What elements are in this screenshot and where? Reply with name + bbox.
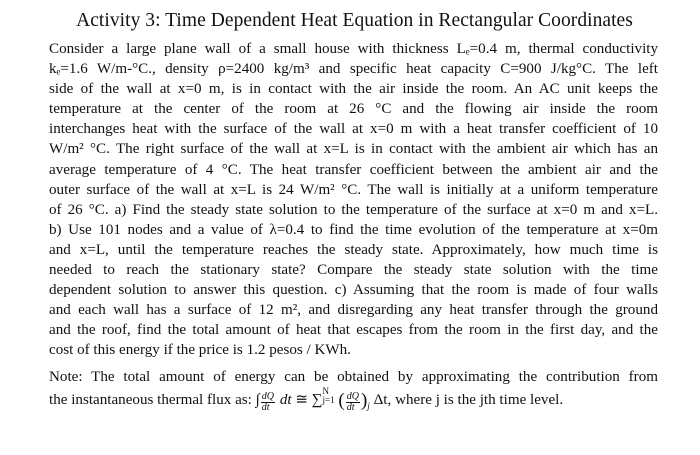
note-line: Note: The total amount of energy can be obtained by approximating the contribution from xyxy=(49,368,658,385)
fraction-denominator: dt xyxy=(346,401,355,413)
problem-statement xyxy=(49,39,658,361)
fraction-denominator: dt xyxy=(261,401,270,413)
paragraph-line: temperature at the center of the room at 26 °C and the flowing air inside the room xyxy=(49,101,658,118)
note-formula-line xyxy=(49,387,658,416)
paragraph-line: b) Use 101 nodes and a value of λ=0.4 to find the time evolution of the temperature at x=0m xyxy=(49,221,658,238)
paragraph-line: and x=L, until the temperature reaches the steady state. Approximately, how much time is xyxy=(49,241,658,258)
integral-sign: ∫ xyxy=(255,391,260,408)
activity-title: Activity 3: Time Dependent Heat Equation in Rectangular Coordinates xyxy=(76,10,633,31)
note-suffix: where j is the jth time level. xyxy=(395,391,564,408)
sum-lower-limit: j=1 xyxy=(322,394,335,405)
fraction-numerator: dQ xyxy=(346,390,359,402)
approx-sign: ≅ xyxy=(295,391,308,408)
note-block xyxy=(49,367,658,416)
dq-dt-fraction-j xyxy=(346,392,360,413)
dq-dt-fraction xyxy=(261,392,275,413)
paren-close: ) xyxy=(360,389,368,411)
paragraph-line: W/m² °C. The right surface of the wall at x=L is in contact with the ambient air which has an xyxy=(49,141,658,158)
sum-upper-limit: N xyxy=(322,385,330,396)
paragraph-line: kₑ=1.6 W/m-°C., density ρ=2400 kg/m³ and specific heat capacity C=900 J/kg°C. The left xyxy=(49,61,658,78)
fraction-numerator: dQ xyxy=(261,390,275,402)
paragraph-line: Consider a large plane wall of a small house with thickness Lₑ=0.4 m, thermal conductivity xyxy=(49,41,658,57)
paragraph-line: side of the wall at x=0 m, is in contact with the air inside the room. An AC unit keeps the xyxy=(49,81,658,98)
paragraph-line: cost of this energy if the price is 1.2 pesos / KWh. xyxy=(49,342,351,359)
sum-limits xyxy=(323,387,335,405)
paragraph-line: and the roof, find the total amount of heat that escapes from the room in the first day, and the xyxy=(49,322,658,339)
paragraph-line: interchanges heat with the surface of the wall at x=0 m with a heat transfer coefficient of 10 xyxy=(49,121,658,138)
dt-differential: dt xyxy=(279,391,292,408)
paragraph-line: of 26 °C. a) Find the steady state solution to the temperature of the surface at x=0 m and x=L. xyxy=(49,201,658,218)
paragraph-line: average temperature of 4 °C. The heat transfer coefficient between the ambient air and the xyxy=(49,161,658,178)
sum-sign: ∑ xyxy=(311,391,323,408)
subscript-j: j xyxy=(367,400,370,411)
paragraph-line: outer surface of the wall at x=L is 24 W/m² °C. The wall is initially at a uniform temperature xyxy=(49,181,658,198)
paragraph-line: dependent solution to answer this question. c) Assuming that the room is made of four walls xyxy=(49,282,658,299)
note-prefix: the instantaneous thermal flux as: xyxy=(49,391,252,408)
delta-t: Δt, xyxy=(373,391,392,408)
paren-open: ( xyxy=(338,389,345,411)
paragraph-line: needed to reach the stationary state? Compare the steady state solution with the time xyxy=(49,262,658,279)
paragraph-line: and each wall has a surface of 12 m², and disregarding any heat transfer through the ground xyxy=(49,302,658,319)
